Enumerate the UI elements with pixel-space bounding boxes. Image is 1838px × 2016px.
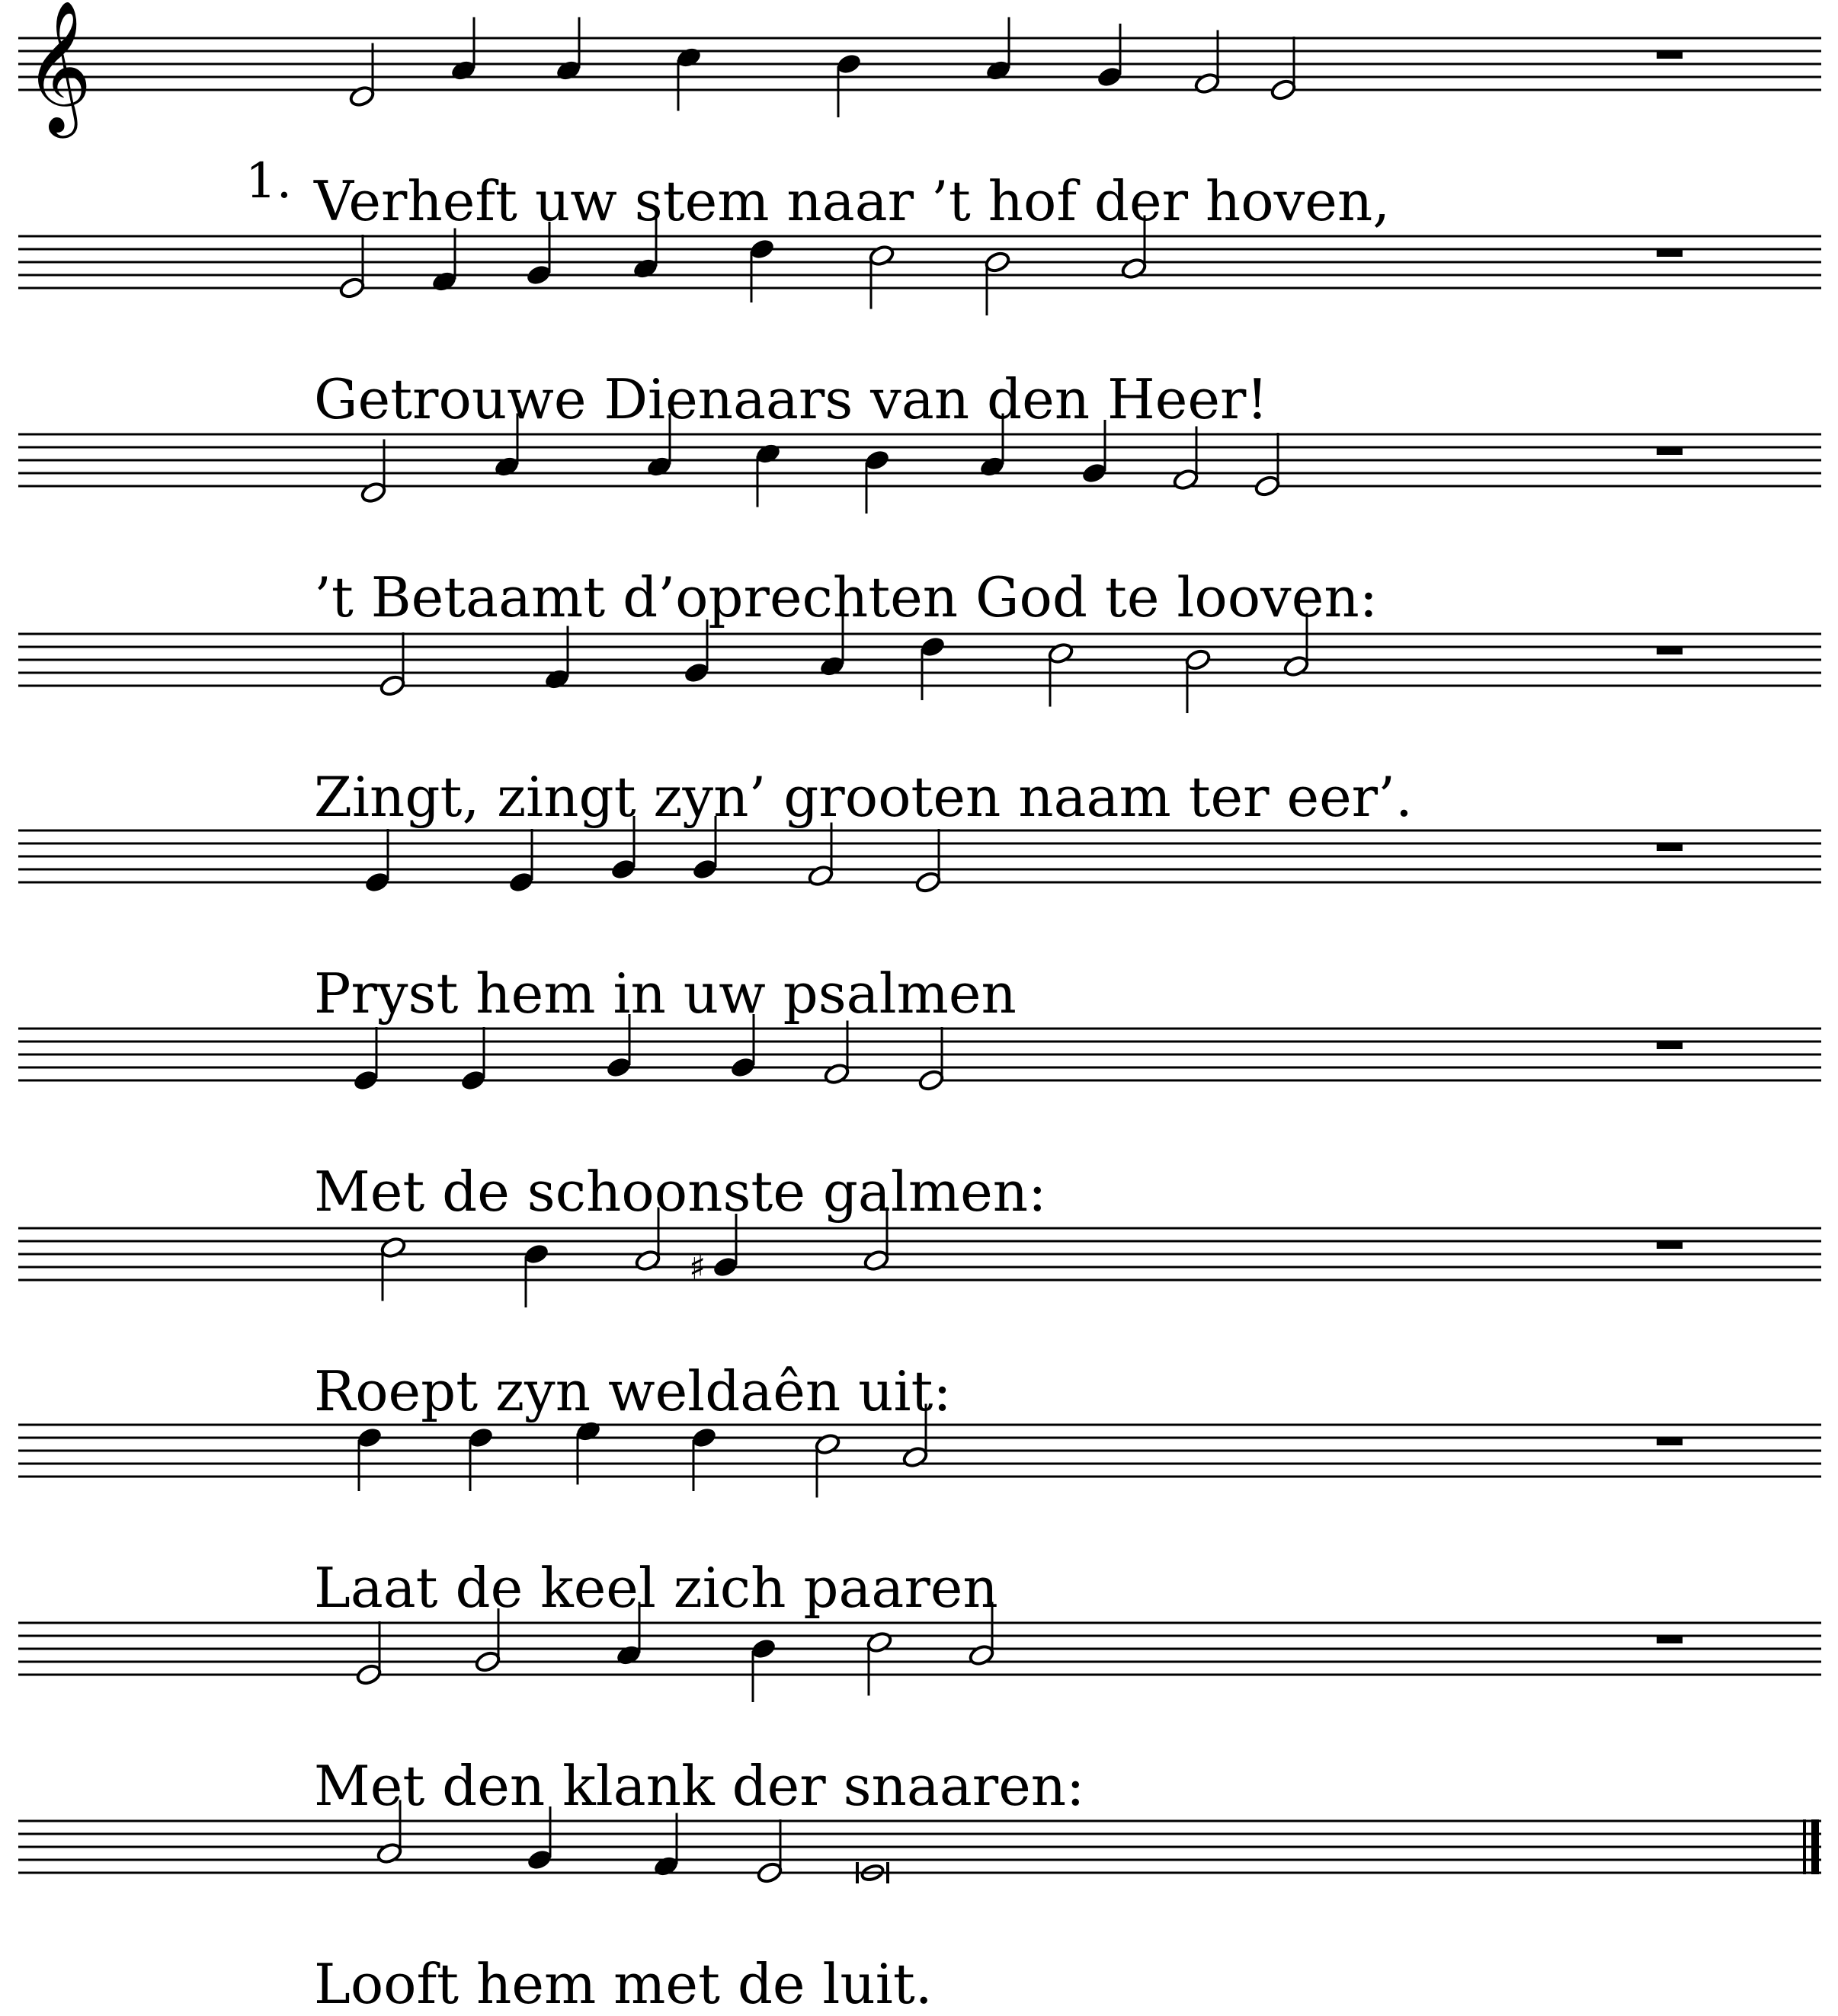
note — [1270, 37, 1297, 101]
note — [1184, 648, 1212, 713]
half-notehead — [360, 481, 387, 504]
note — [379, 1236, 407, 1301]
half-notehead — [355, 1663, 383, 1687]
note — [754, 442, 782, 507]
rest-icon — [1657, 448, 1683, 455]
half-notehead — [866, 1630, 893, 1654]
half-notehead — [984, 251, 1011, 274]
quarter-notehead — [919, 635, 946, 659]
lyric-line: Met den klank der snaaren: — [314, 1754, 1085, 1818]
note — [543, 626, 571, 691]
half-notehead — [1254, 475, 1281, 498]
quarter-notehead — [431, 270, 458, 293]
quarter-notehead — [818, 654, 846, 678]
half-notehead — [338, 277, 366, 300]
half-notehead — [1193, 72, 1221, 95]
quarter-notehead — [525, 264, 552, 287]
verse-number: 1. — [245, 153, 293, 210]
sharp-icon: ♯ — [689, 1246, 706, 1288]
quarter-notehead — [523, 1243, 550, 1266]
half-notehead — [379, 1236, 407, 1259]
note — [431, 229, 458, 293]
quarter-notehead — [632, 257, 659, 280]
note — [460, 1027, 487, 1092]
quarter-notehead — [754, 442, 782, 466]
lyric-line: Pryst hem in uw psalmen — [314, 962, 1017, 1026]
note — [835, 53, 863, 117]
half-notehead — [823, 1062, 850, 1086]
quarter-notehead — [508, 871, 535, 894]
half-notehead — [968, 1643, 995, 1667]
quarter-notehead — [493, 455, 520, 478]
half-notehead — [474, 1650, 501, 1674]
treble-clef-icon: 𝄞 — [24, 0, 92, 133]
quarter-notehead — [605, 1056, 632, 1080]
quarter-notehead — [356, 1426, 383, 1450]
quarter-notehead — [729, 1056, 757, 1080]
note — [919, 635, 946, 700]
note — [467, 1426, 495, 1491]
quarter-notehead — [363, 871, 391, 894]
half-notehead — [1184, 648, 1212, 672]
note — [450, 18, 477, 82]
quarter-notehead — [555, 59, 582, 82]
quarter-notehead — [645, 455, 673, 478]
note — [914, 829, 942, 894]
quarter-notehead — [985, 59, 1012, 82]
lyric-line: Verheft uw stem naar ’t hof der hoven, — [314, 169, 1391, 233]
note — [1047, 642, 1074, 706]
staff-system — [18, 1014, 1821, 1092]
quarter-notehead — [352, 1069, 379, 1093]
note — [348, 43, 376, 108]
note — [356, 1426, 383, 1491]
half-notehead — [379, 674, 406, 698]
note — [652, 1813, 680, 1878]
note — [807, 823, 834, 888]
quarter-notehead — [543, 667, 571, 691]
quarter-notehead — [835, 53, 863, 76]
half-notehead — [1270, 78, 1297, 102]
rest-icon — [1657, 1242, 1683, 1249]
quarter-notehead — [712, 1256, 739, 1279]
half-notehead — [634, 1249, 661, 1272]
note — [984, 251, 1011, 315]
note — [1254, 433, 1281, 498]
lyric-line: Laat de keel zich paaren — [314, 1556, 998, 1620]
lyric-line: Zingt, zingt zyn’ grooten naam ter eer’. — [314, 765, 1413, 829]
rest-icon — [1657, 648, 1683, 654]
note — [355, 1621, 383, 1686]
quarter-notehead — [863, 449, 891, 472]
note — [823, 1021, 850, 1086]
note — [1096, 24, 1123, 88]
quarter-notehead — [526, 1848, 553, 1872]
note — [360, 440, 387, 504]
note — [575, 1419, 602, 1484]
half-notehead — [1282, 654, 1310, 678]
quarter-notehead — [691, 858, 719, 882]
note — [863, 449, 891, 514]
note — [690, 1426, 718, 1491]
note — [1193, 30, 1221, 95]
note — [675, 46, 703, 110]
quarter-notehead — [460, 1069, 487, 1093]
lyric-line: Looft hem met de luit. — [314, 1952, 933, 2016]
note — [866, 1630, 893, 1695]
quarter-notehead — [610, 858, 637, 882]
lyric-line: Getrouwe Dienaars van den Heer! — [314, 367, 1269, 431]
note — [985, 18, 1012, 82]
note — [814, 1432, 841, 1497]
note — [748, 238, 776, 302]
lyric-line: Met de schoonste galmen: — [314, 1160, 1047, 1224]
rest-icon — [1657, 1438, 1683, 1445]
half-notehead — [1172, 468, 1199, 491]
quarter-notehead — [978, 455, 1006, 478]
quarter-notehead — [1096, 66, 1123, 89]
note — [352, 1027, 379, 1092]
half-notehead — [868, 244, 895, 267]
note — [523, 1243, 550, 1307]
half-notehead — [814, 1432, 841, 1456]
half-notehead — [917, 1069, 945, 1093]
half-notehead — [348, 85, 376, 108]
note — [363, 829, 391, 894]
half-notehead — [376, 1842, 403, 1865]
note — [868, 244, 895, 309]
note — [756, 1819, 783, 1884]
note — [1172, 427, 1199, 491]
lyric-line: ’t Betaamt d’oprechten God te looven: — [314, 565, 1378, 629]
quarter-notehead — [748, 238, 776, 261]
rest-icon — [1657, 844, 1683, 851]
rest-icon — [1657, 1637, 1683, 1643]
quarter-notehead — [690, 1426, 718, 1450]
lyric-line: Roept zyn weldaên uit: — [314, 1359, 952, 1423]
half-notehead — [1047, 642, 1074, 665]
half-notehead — [863, 1249, 890, 1272]
note — [555, 18, 582, 82]
quarter-notehead — [652, 1854, 680, 1878]
half-notehead — [1120, 257, 1148, 280]
quarter-notehead — [750, 1637, 777, 1661]
rest-icon — [1657, 250, 1683, 257]
note — [379, 632, 406, 697]
quarter-notehead — [450, 59, 477, 82]
note — [750, 1637, 777, 1702]
note — [689, 1214, 739, 1288]
half-notehead — [756, 1861, 783, 1885]
quarter-notehead — [675, 46, 703, 69]
note — [508, 829, 535, 894]
rest-icon — [1657, 1042, 1683, 1049]
half-notehead — [901, 1445, 929, 1469]
quarter-notehead — [615, 1643, 642, 1667]
rest-icon — [1657, 52, 1683, 59]
note — [917, 1027, 945, 1092]
half-notehead — [807, 864, 834, 888]
quarter-notehead — [467, 1426, 495, 1450]
note — [338, 235, 366, 299]
half-notehead — [914, 871, 942, 894]
staff-system — [18, 0, 1821, 139]
quarter-notehead — [683, 661, 710, 685]
quarter-notehead — [1081, 462, 1108, 485]
